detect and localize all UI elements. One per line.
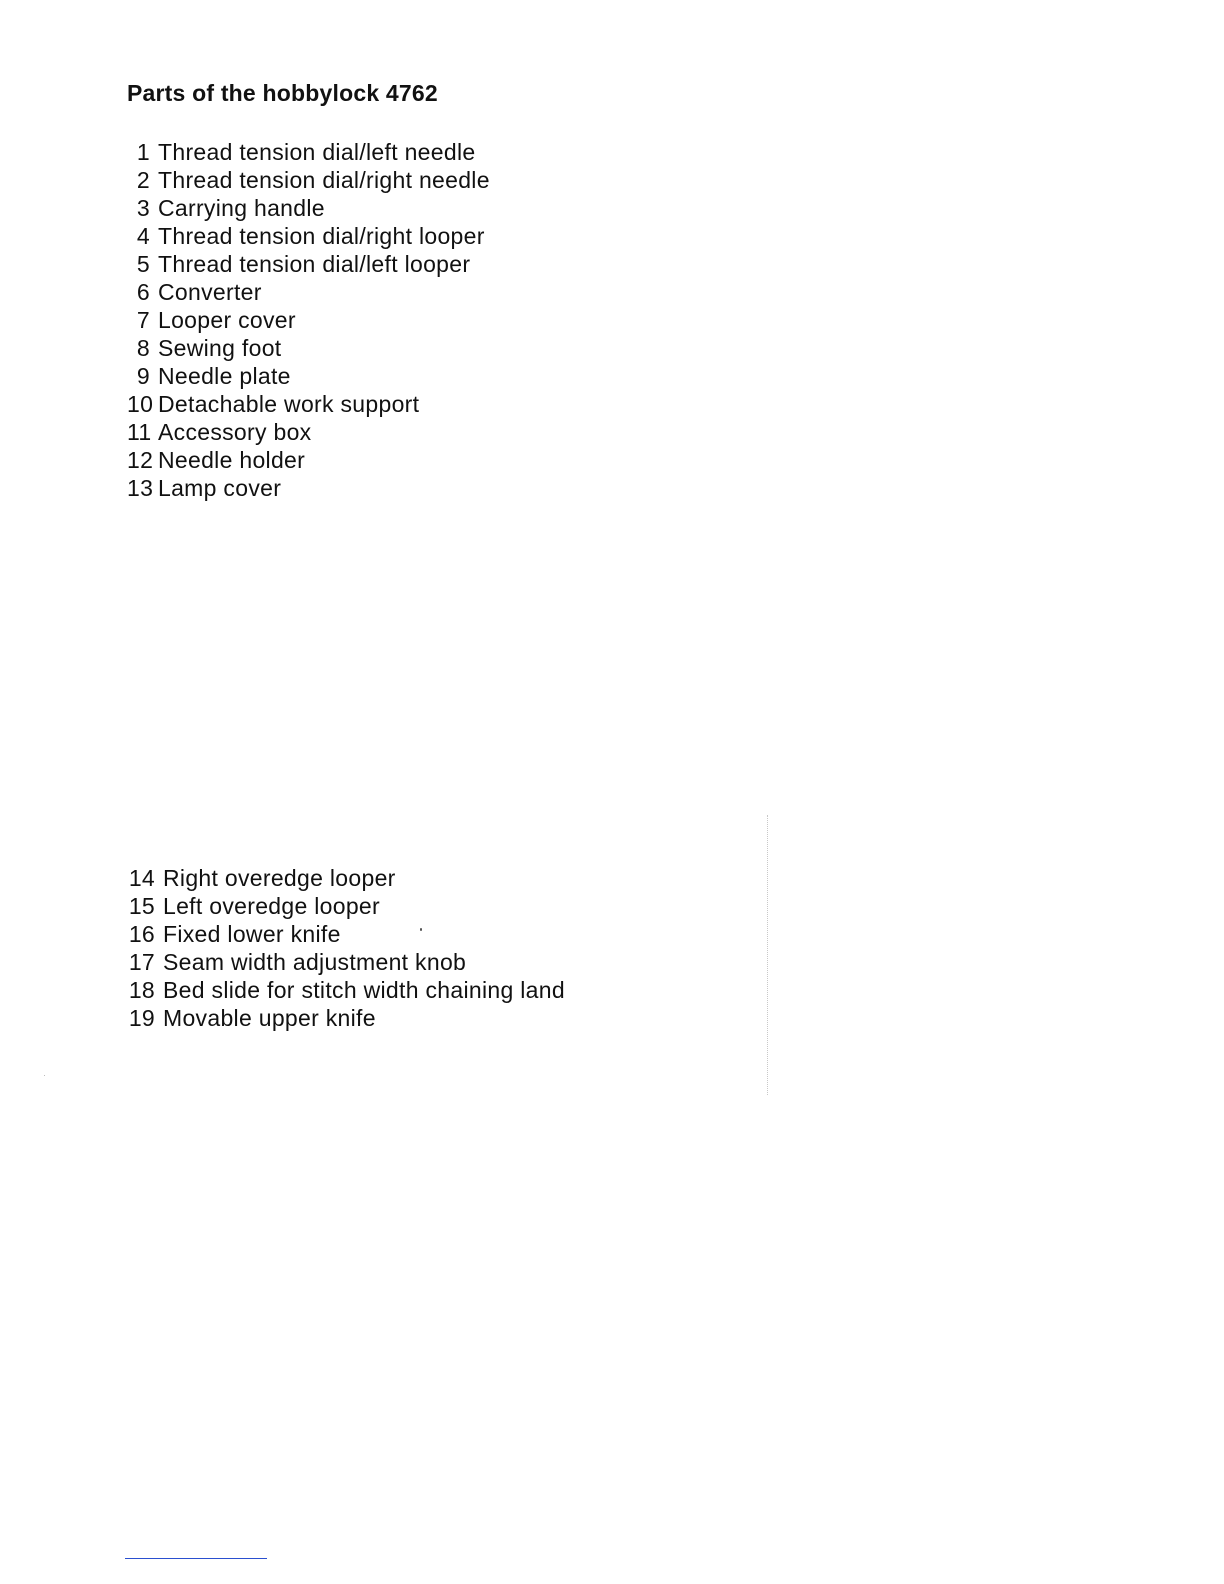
list-item [127,418,490,446]
list-item [127,166,490,194]
list-item [127,138,490,166]
list-item [127,362,490,390]
part-label: Sewing foot [158,335,282,361]
list-item [127,446,490,474]
part-label: Bed slide for stitch width chaining land [163,977,565,1003]
list-item [127,1004,565,1032]
part-label: Needle holder [158,447,306,473]
part-number: 9 [136,363,150,389]
part-label: Thread tension dial/right needle [158,167,490,193]
part-label: Thread tension dial/left needle [158,139,476,165]
part-label: Movable upper knife [163,1005,376,1031]
list-item [127,390,490,418]
part-number: 16 [128,921,155,947]
list-item [127,306,490,334]
page-title: Parts of the hobbylock 4762 [127,80,438,106]
part-label: Thread tension dial/right looper [158,223,485,249]
part-number: 18 [128,977,155,1003]
part-label: Lamp cover [158,475,282,501]
list-item [127,250,490,278]
part-number: 4 [136,223,150,249]
list-item [127,948,565,976]
part-number: 11 [127,419,152,445]
part-label: Needle plate [158,363,291,389]
part-number: 3 [136,195,150,221]
part-number: 12 [127,447,154,473]
part-number: 7 [136,307,150,333]
part-number: 13 [127,475,154,501]
scan-speck [420,928,422,931]
part-number: 19 [128,1005,155,1031]
list-item [127,920,565,948]
part-label: Seam width adjustment knob [163,949,467,975]
part-number: 2 [136,167,150,193]
scan-dot [44,1075,45,1076]
part-label: Converter [158,279,262,305]
part-label: Fixed lower knife [163,921,341,947]
part-label: Looper cover [158,307,296,333]
part-label: Left overedge looper [163,893,380,919]
parts-list-lower [127,864,565,1032]
part-number: 17 [128,949,155,975]
part-number: 14 [128,865,155,891]
part-label: Carrying handle [158,195,325,221]
list-item [127,892,565,920]
parts-list-upper [127,138,490,502]
list-item [127,222,490,250]
part-number: 6 [136,279,150,305]
part-number: 10 [127,391,154,417]
footer-rule [125,1558,267,1559]
part-label: Detachable work support [158,391,420,417]
list-item [127,976,565,1004]
part-number: 5 [136,251,150,277]
list-item [127,864,565,892]
list-item [127,474,490,502]
list-item [127,334,490,362]
part-number: 1 [136,139,150,165]
list-item [127,194,490,222]
part-number: 8 [136,335,150,361]
scan-artifact-line [767,815,768,1095]
part-label: Right overedge looper [163,865,396,891]
list-item [127,278,490,306]
part-label: Thread tension dial/left looper [158,251,471,277]
part-number: 15 [128,893,155,919]
part-label: Accessory box [158,419,312,445]
